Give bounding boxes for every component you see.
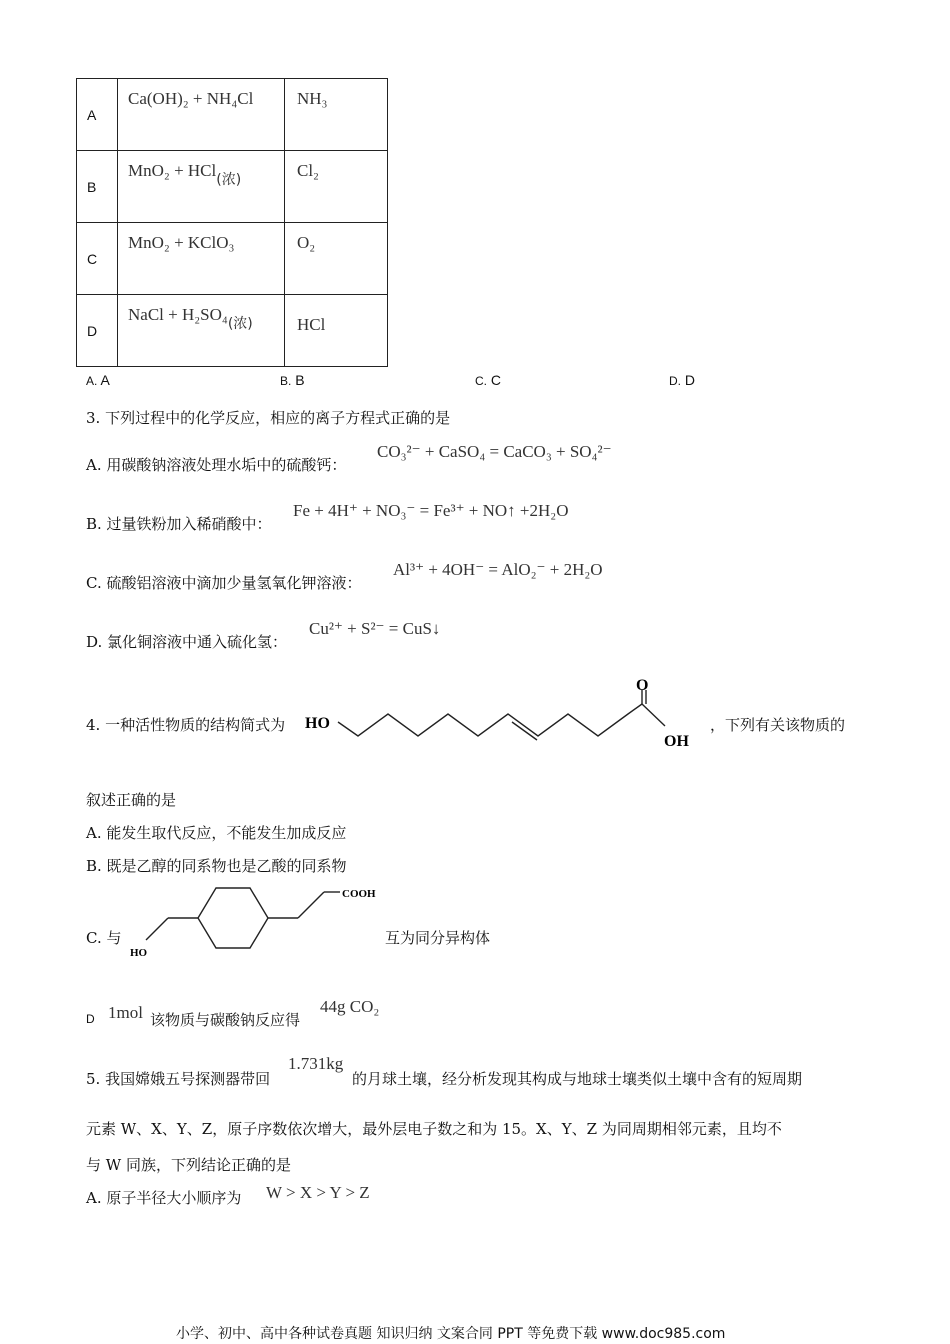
table-row <box>77 223 388 295</box>
q4-option-c[interactable]: C. 与 <box>86 929 122 947</box>
q3-option-d[interactable]: D. 氯化铜溶液中通入硫化氢： <box>86 633 288 651</box>
row-label: A <box>77 79 118 151</box>
reagents: NaCl + H₂SO₄ <box>128 305 228 324</box>
q5-mass: 1.731kg <box>288 1054 344 1073</box>
cooh-label: COOH <box>342 888 376 900</box>
reagents: MnO₂ + KClO₃ <box>128 233 235 252</box>
q5-line1-b: 的月球土壤，经分析发现其构成与地球士壤类似土壤中含有的短周期 <box>352 1070 803 1088</box>
gas: HCl <box>297 315 326 334</box>
q2-option-d[interactable]: D. D <box>669 372 696 388</box>
gas: NH₃ <box>297 89 328 108</box>
q2-option-a[interactable]: A. A <box>86 372 110 388</box>
q2-option-b[interactable]: B. B <box>280 372 305 388</box>
q4-option-a[interactable]: A. 能发生取代反应，不能发生加成反应 <box>86 824 347 842</box>
q4-stem-a: 4. 一种活性物质的结构简式为 <box>86 716 286 734</box>
q2-option-c[interactable]: C. C <box>475 372 502 388</box>
ho-label: HO <box>130 947 148 959</box>
ho-label: HO <box>305 715 330 732</box>
q3-option-c[interactable]: C. 硫酸铝溶液中滴加少量氢氧化钾溶液： <box>86 574 362 592</box>
q4-structure <box>300 676 710 752</box>
q4-stem-c: 叙述正确的是 <box>86 791 177 809</box>
q3-option-c-equation: Al³⁺ + 4OH⁻ = AlO₂⁻ + 2H₂O <box>393 560 603 579</box>
q5-option-a-equation: W > X > Y > Z <box>266 1183 370 1202</box>
q4-option-c-structure <box>128 880 388 962</box>
reagent-table <box>76 78 388 367</box>
row-label: D <box>77 295 118 367</box>
q4-option-c-suffix: 互为同分异构体 <box>385 929 491 947</box>
reagents: MnO₂ + HCl <box>128 161 217 180</box>
q3-option-d-equation: Cu²⁺ + S²⁻ = CuS↓ <box>309 619 441 638</box>
q4-option-d-product: 44g CO₂ <box>320 997 380 1016</box>
q5-line2: 元素 W、X、Y、Z，原子序数依次增大，最外层电子数之和为 15。X、Y、Z 为同周期相邻元素，且均不 <box>86 1120 782 1138</box>
row-label: C <box>77 223 118 295</box>
q5-option-a[interactable]: A. 原子半径大小顺序为 <box>86 1189 242 1207</box>
table-row <box>77 151 388 223</box>
q4-option-b[interactable]: B. 既是乙醇的同系物也是乙酸的同系物 <box>86 857 347 875</box>
oh-label: OH <box>664 733 689 750</box>
q4-stem-b: ，下列有关该物质的 <box>710 716 846 734</box>
q3-option-b[interactable]: B. 过量铁粉加入稀硝酸中： <box>86 515 272 533</box>
footer-link-text[interactable]: 小学、初中、高中各种试卷真题 知识归纳 文案合同 PPT 等免费下载 www.doc985.com <box>176 1326 726 1342</box>
reagents-note: (浓) <box>216 172 242 188</box>
gas: Cl₂ <box>297 161 319 180</box>
table-row <box>77 295 388 367</box>
reagents: Ca(OH)₂ + NH₄Cl <box>128 89 254 108</box>
q5-line3: 与 W 同族，下列结论正确的是 <box>86 1156 291 1174</box>
q4-option-d-text: 该物质与碳酸钠反应得 <box>150 1011 301 1029</box>
q3-option-b-equation: Fe + 4H⁺ + NO₃⁻ = Fe³⁺ + NO↑ +2H₂O <box>293 501 569 520</box>
row-label: B <box>77 151 118 223</box>
gas: O₂ <box>297 233 316 252</box>
q3-option-a[interactable]: A. 用碳酸钠溶液处理水垢中的硫酸钙： <box>86 456 347 474</box>
q5-line1-a: 5. 我国嫦娥五号探测器带回 <box>86 1070 271 1088</box>
q4-option-d[interactable]: D <box>86 1012 95 1026</box>
table-row <box>77 79 388 151</box>
q4-option-d-amount: 1mol <box>108 1003 143 1022</box>
reagents-note: (浓) <box>227 316 253 332</box>
q3-stem: 3. 下列过程中的化学反应，相应的离子方程式正确的是 <box>86 409 451 427</box>
carbonyl-o-label: O <box>636 677 649 694</box>
q3-option-a-equation: CO₃²⁻ + CaSO₄ = CaCO₃ + SO₄²⁻ <box>377 442 612 461</box>
